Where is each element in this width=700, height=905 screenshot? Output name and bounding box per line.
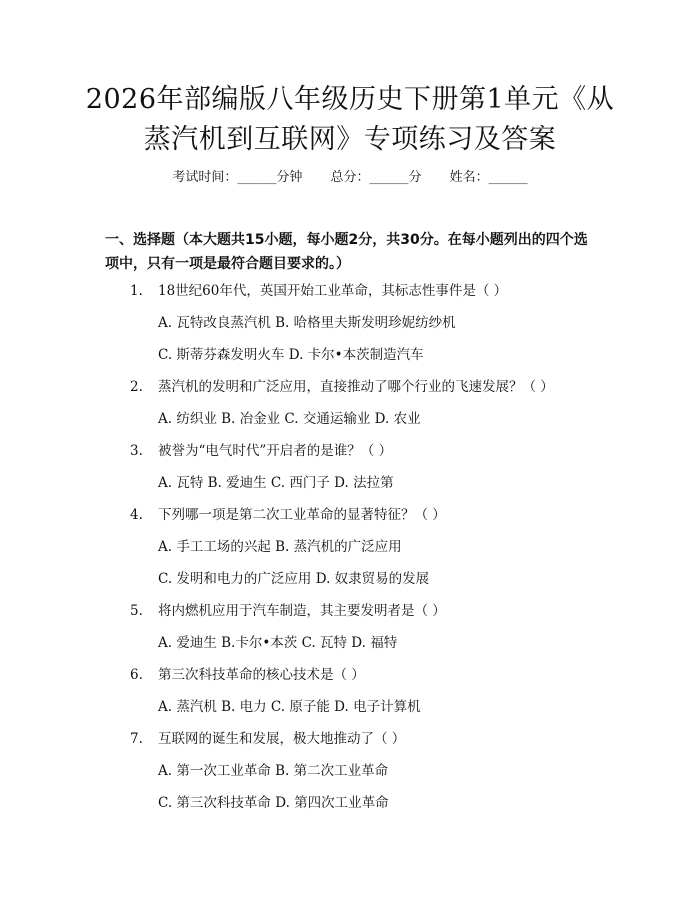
question-6 [130, 665, 365, 685]
question-number: 1. [130, 283, 143, 299]
question-5-options-1: A. 爱迪生 B.卡尔•本茨 C. 瓦特 D. 福特 [158, 635, 398, 651]
question-7-options-2: C. 第三次科技革命 D. 第四次工业革命 [158, 795, 389, 811]
question-text: 第三次科技革命的核心技术是（ ） [158, 667, 365, 683]
question-text: 下列哪一项是第二次工业革命的显著特征？（ ） [158, 507, 446, 523]
exam-score: 总分：______分 [330, 170, 422, 185]
question-text: 蒸汽机的发明和广泛应用，直接推动了哪个行业的飞速发展？（ ） [158, 379, 554, 395]
exam-time: 考试时间：______分钟 [172, 170, 303, 185]
section-heading-line-1: 一、选择题（本大题共15小题，每小题2分，共30分。在每小题列出的四个选 [105, 232, 588, 248]
section-heading-line-2: 项中，只有一项是最符合题目要求的。） [105, 256, 350, 272]
question-number: 4. [130, 507, 143, 523]
question-number: 7. [130, 731, 143, 747]
question-1-options-1: A. 瓦特改良蒸汽机 B. 哈格里夫斯发明珍妮纺纱机 [158, 315, 456, 331]
question-2 [130, 377, 554, 397]
question-5 [130, 601, 446, 621]
question-number: 2. [130, 379, 143, 395]
question-number: 6. [130, 667, 143, 683]
question-3-options-1: A. 瓦特 B. 爱迪生 C. 西门子 D. 法拉第 [158, 475, 394, 491]
question-4-options-1: A. 手工工场的兴起 B. 蒸汽机的广泛应用 [158, 539, 402, 555]
question-3 [130, 441, 392, 461]
question-text: 被誉为“电气时代”开启者的是谁？（ ） [158, 443, 393, 459]
question-4-options-2: C. 发明和电力的广泛应用 D. 奴隶贸易的发展 [158, 571, 430, 587]
question-6-options-1: A. 蒸汽机 B. 电力 C. 原子能 D. 电子计算机 [158, 699, 421, 715]
question-text: 互联网的诞生和发展，极大地推动了（ ） [158, 731, 406, 747]
page-title-line-1: 2026年部编版八年级历史下册第1单元《从 [85, 84, 615, 115]
question-number: 3. [130, 443, 143, 459]
question-7 [130, 729, 405, 749]
question-text: 18世纪60年代，英国开始工业革命，其标志性事件是（ ） [158, 283, 508, 299]
question-7-options-1: A. 第一次工业革命 B. 第二次工业革命 [158, 763, 389, 779]
question-4 [130, 505, 446, 525]
question-number: 5. [130, 603, 143, 619]
question-1 [130, 281, 507, 301]
question-text: 将内燃机应用于汽车制造，其主要发明者是（ ） [158, 603, 446, 619]
question-2-options-1: A. 纺织业 B. 冶金业 C. 交通运输业 D. 农业 [158, 411, 421, 427]
exam-meta [0, 168, 700, 188]
exam-name: 姓名：______ [449, 170, 528, 185]
page-title-line-2: 蒸汽机到互联网》专项练习及答案 [143, 124, 557, 155]
question-1-options-2: C. 斯蒂芬森发明火车 D. 卡尔•本茨制造汽车 [158, 347, 424, 363]
